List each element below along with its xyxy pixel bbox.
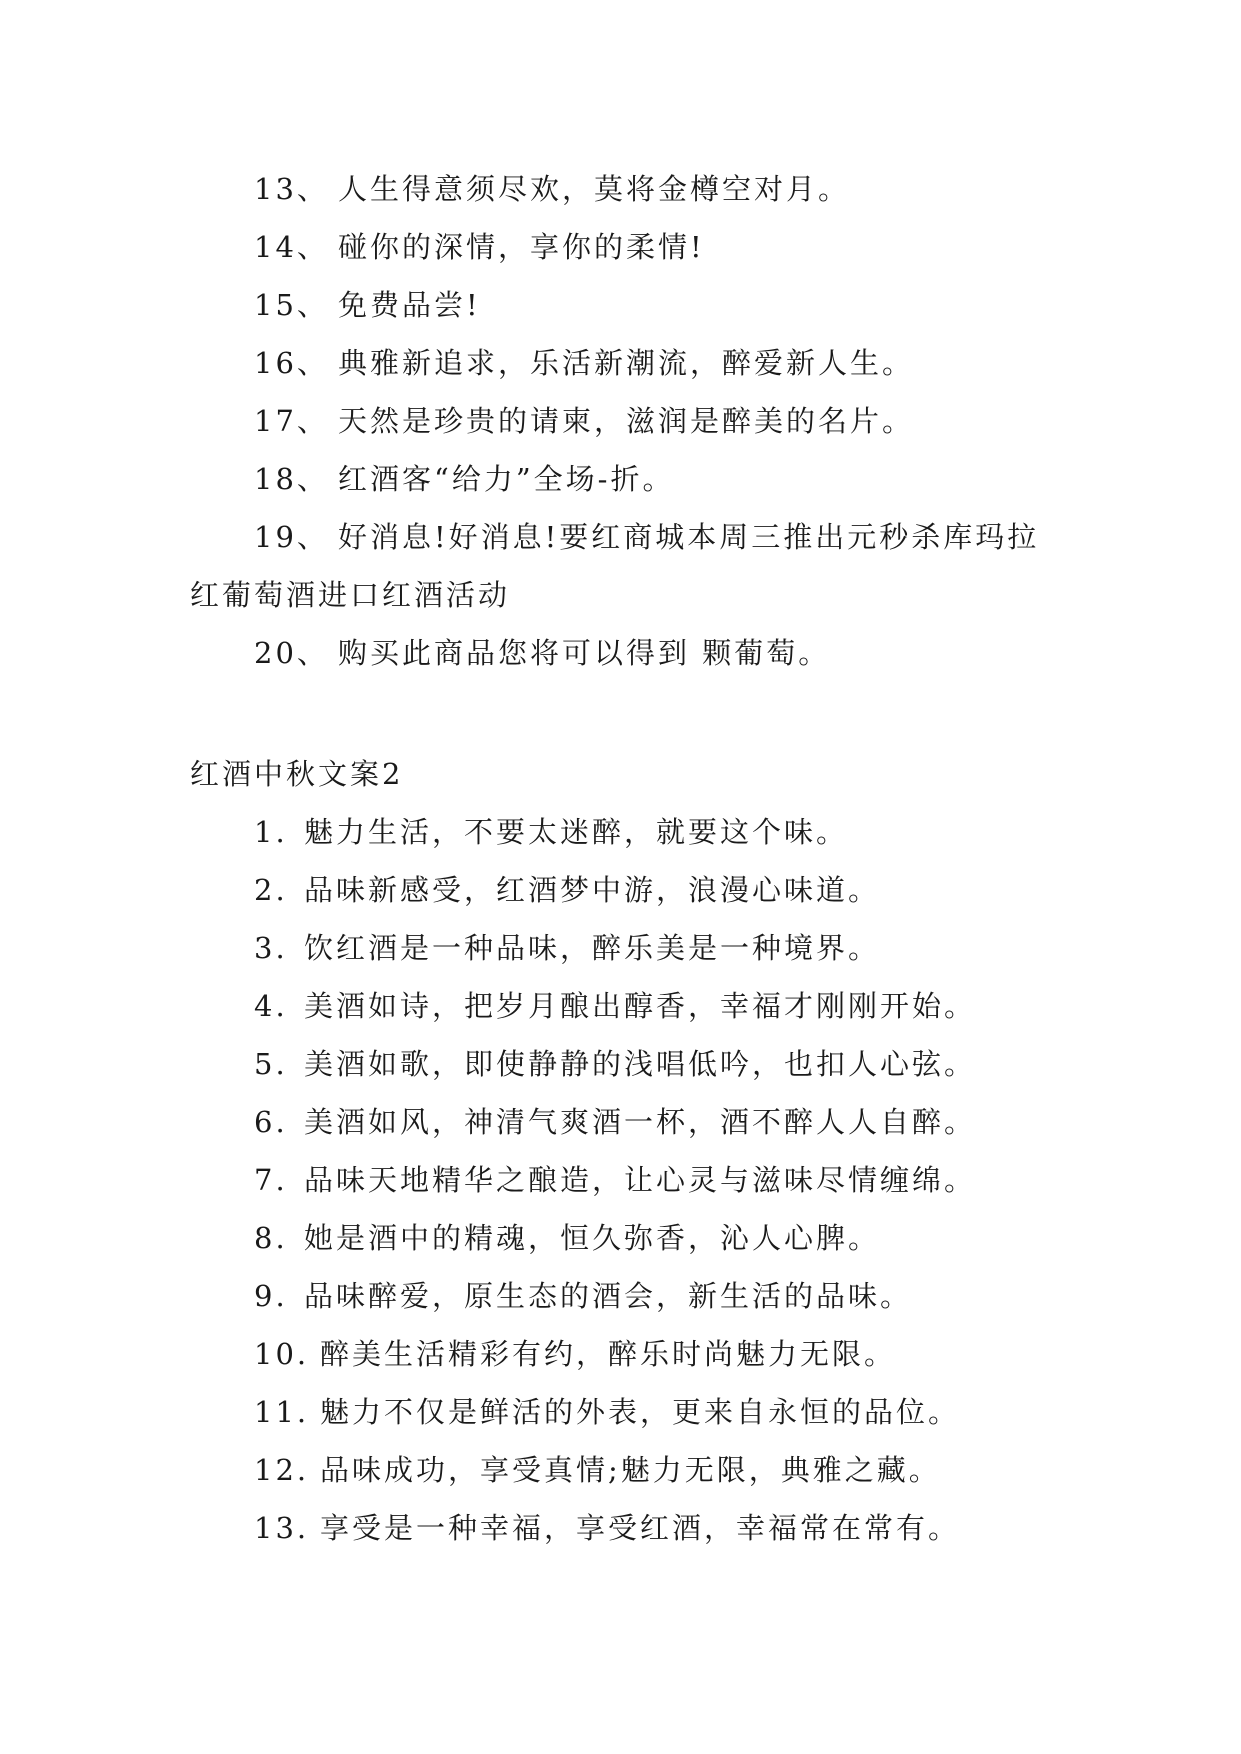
item-text: 天然是珍贵的请柬，滋润是醉美的名片。 <box>338 404 915 438</box>
item-number: 20、 <box>254 636 329 670</box>
item-text: 饮红酒是一种品味，醉乐美是一种境界。 <box>304 931 881 965</box>
item-number: 14、 <box>254 230 329 264</box>
item-number: 3. <box>254 931 288 965</box>
section-heading: 红酒中秋文案2 <box>190 757 404 791</box>
list-item <box>190 1267 1090 1325</box>
item-number: 9. <box>254 1279 288 1313</box>
list-item <box>190 160 1070 218</box>
item-text: 免费品尝! <box>338 288 481 322</box>
item-text: 红酒客“给力”全场-折。 <box>338 462 675 496</box>
item-number: 6. <box>254 1105 288 1139</box>
list-item <box>190 1441 1090 1499</box>
item-number: 16、 <box>254 346 329 380</box>
list-item <box>190 276 1070 334</box>
item-number: 17、 <box>254 404 329 438</box>
slogan-list-part-2 <box>190 745 1090 1557</box>
item-number: 8. <box>254 1221 288 1255</box>
item-text: 享受是一种幸福，享受红酒，幸福常在常有。 <box>320 1511 961 1545</box>
list-item <box>190 1499 1090 1557</box>
list-item <box>190 218 1070 276</box>
list-item <box>190 1209 1090 1267</box>
list-item <box>190 919 1090 977</box>
list-item <box>190 1093 1090 1151</box>
item-text: 好消息!好消息!要红商城本周三推出元秒杀库玛拉红葡萄酒进口红酒活动 <box>190 520 1040 612</box>
item-text: 典雅新追求，乐活新潮流，醉爱新人生。 <box>338 346 915 380</box>
list-item <box>190 861 1090 919</box>
item-number: 15、 <box>254 288 329 322</box>
item-number: 4. <box>254 989 288 1023</box>
item-text: 她是酒中的精魂，恒久弥香，沁人心脾。 <box>304 1221 881 1255</box>
list-item <box>190 1151 1090 1209</box>
item-text: 购买此商品您将可以得到 颗葡萄。 <box>338 636 831 670</box>
item-text: 美酒如诗，把岁月酿出醇香，幸福才刚刚开始。 <box>304 989 977 1023</box>
list-item <box>190 1383 1090 1441</box>
list-item <box>190 977 1090 1035</box>
item-text: 人生得意须尽欢，莫将金樽空对月。 <box>338 172 851 206</box>
item-text: 魅力不仅是鲜活的外表，更来自永恒的品位。 <box>320 1395 961 1429</box>
list-item <box>190 803 1090 861</box>
item-number: 7. <box>254 1163 288 1197</box>
slogan-list-part-1 <box>190 160 1070 682</box>
list-item <box>190 624 1070 682</box>
list-item <box>190 392 1070 450</box>
item-text: 魅力生活，不要太迷醉，就要这个味。 <box>304 815 849 849</box>
item-number: 2. <box>254 873 288 907</box>
item-number: 5. <box>254 1047 288 1081</box>
item-number: 19、 <box>254 520 329 554</box>
item-text: 品味新感受，红酒梦中游，浪漫心味道。 <box>304 873 881 907</box>
item-number: 1. <box>254 815 288 849</box>
item-number: 13. <box>254 1511 310 1545</box>
item-text: 品味天地精华之酿造，让心灵与滋味尽情缠绵。 <box>304 1163 977 1197</box>
item-number: 13、 <box>254 172 329 206</box>
list-item <box>190 1035 1090 1093</box>
list-item <box>190 1325 1090 1383</box>
list-item <box>190 450 1070 508</box>
item-number: 18、 <box>254 462 329 496</box>
item-text: 美酒如风，神清气爽酒一杯，酒不醉人人自醉。 <box>304 1105 977 1139</box>
item-number: 12. <box>254 1453 310 1487</box>
item-text: 碰你的深情，享你的柔情! <box>338 230 705 264</box>
item-number: 10. <box>254 1337 310 1371</box>
item-text: 品味成功，享受真情;魅力无限，典雅之藏。 <box>320 1453 941 1487</box>
item-text: 醉美生活精彩有约，醉乐时尚魅力无限。 <box>320 1337 897 1371</box>
list-item <box>190 508 1070 624</box>
item-text: 品味醉爱，原生态的酒会，新生活的品味。 <box>304 1279 913 1313</box>
item-number: 11. <box>254 1395 310 1429</box>
list-item <box>190 334 1070 392</box>
item-text: 美酒如歌，即使静静的浅唱低吟，也扣人心弦。 <box>304 1047 977 1081</box>
